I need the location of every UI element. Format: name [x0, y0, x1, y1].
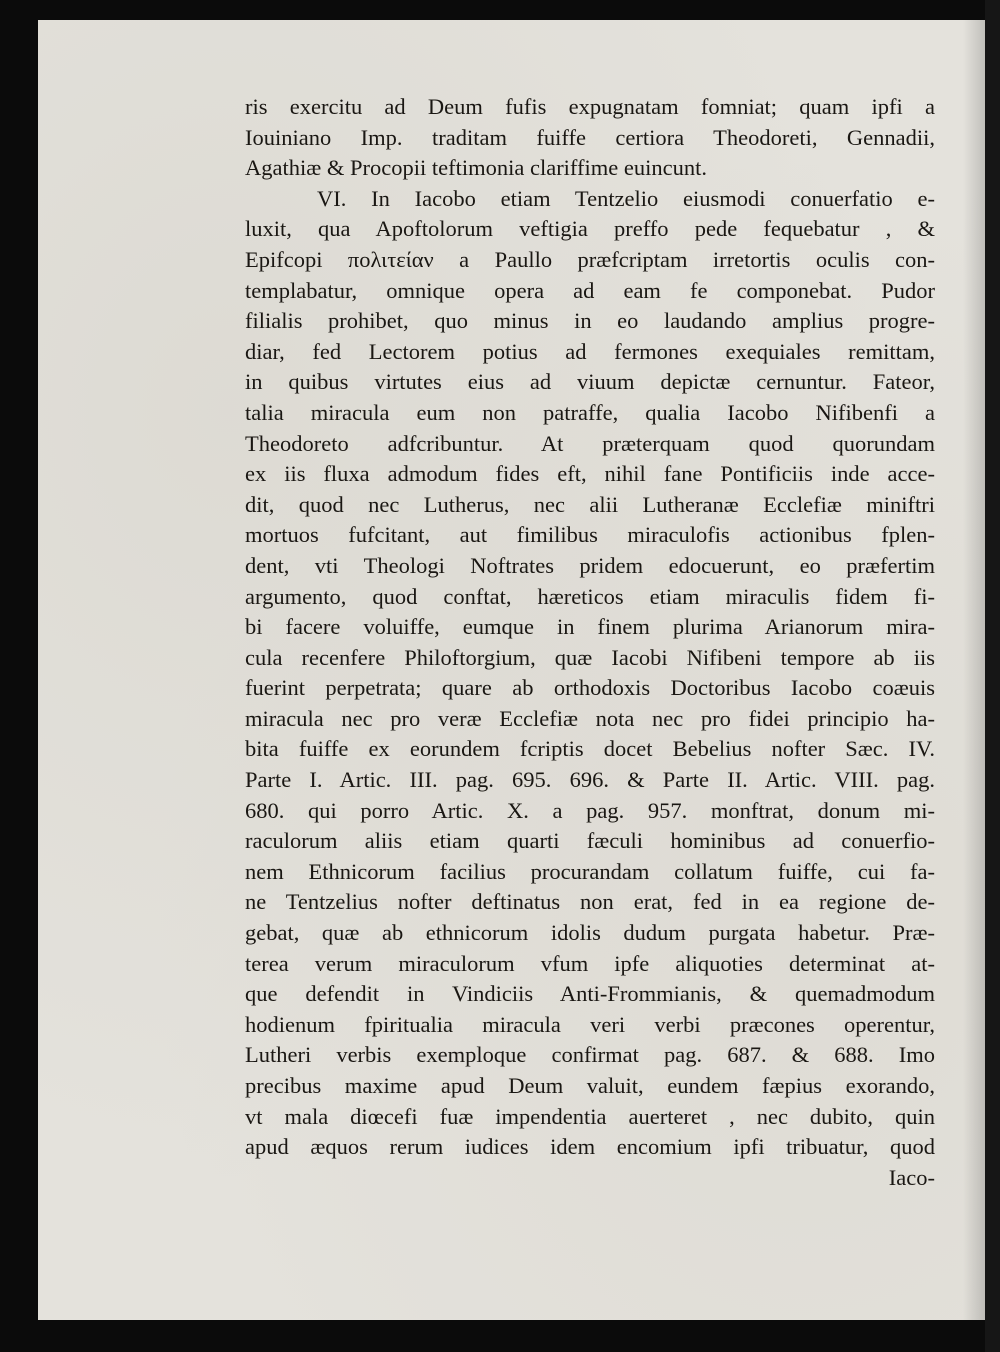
text-line: hodienum fpiritualia miracula veri verbi præcones operentur, — [245, 1011, 935, 1037]
text-line: mortuos fufcitant, aut fimilibus miraculofis actionibus fplen- — [245, 522, 935, 548]
catchword: Iaco- — [888, 1164, 935, 1190]
text-line: templabatur, omnique opera ad eam fe componebat. Pudor — [245, 277, 935, 303]
text-line: filialis prohibet, quo minus in eo laudando amplius progre- — [245, 308, 935, 334]
body-text — [245, 92, 935, 1193]
text-line: vt mala diœcefi fuæ impendentia auerteret , nec dubito, quin — [245, 1103, 935, 1129]
text-line: que defendit in Vindiciis Anti-Frommianis, & quemadmodum — [245, 981, 935, 1007]
text-line: nem Ethnicorum facilius procurandam collatum fuiffe, cui fa- — [245, 858, 935, 884]
text-line: Iouiniano Imp. traditam fuiffe certiora Theodoreti, Gennadii, — [245, 124, 935, 150]
section-heading-line: VI. In Iacobo etiam Tentzelio eiusmodi conuerfatio e- — [317, 185, 935, 211]
text-line: raculorum aliis etiam quarti fæculi hominibus ad conuerfio- — [245, 828, 935, 854]
text-line: ne Tentzelius nofter deftinatus non erat, fed in ea regione de- — [245, 889, 935, 915]
text-line: 680. qui porro Artic. X. a pag. 957. monftrat, donum mi- — [245, 797, 935, 823]
text-line: miracula nec pro veræ Ecclefiæ nota nec pro fidei principio ha- — [245, 705, 935, 731]
text-line: dent, vti Theologi Noftrates pridem edocuerunt, eo præfertim — [245, 552, 935, 578]
text-line: Parte I. Artic. III. pag. 695. 696. & Parte II. Artic. VIII. pag. — [245, 767, 935, 793]
text-line: cula recenfere Philoftorgium, quæ Iacobi Nifibeni tempore ab iis — [245, 644, 935, 670]
text-line: argumento, quod conftat, hæreticos etiam miraculis fidem fi- — [245, 583, 935, 609]
text-line: diar, fed Lectorem potius ad fermones exequiales remittam, — [245, 338, 935, 364]
text-line: apud æquos rerum iudices idem encomium ipfi tribuatur, quod — [245, 1134, 935, 1160]
text-line: terea verum miraculorum vfum ipfe aliquoties determinat at- — [245, 950, 935, 976]
text-line: Theodoreto adfcribuntur. At præterquam quod quorundam — [245, 430, 935, 456]
text-line: Lutheri verbis exemploque confirmat pag. 687. & 688. Imo — [245, 1042, 935, 1068]
text-line: ex iis fluxa admodum fides eft, nihil fane Pontificiis inde acce- — [245, 461, 935, 487]
text-line: ris exercitu ad Deum fufis expugnatam fomniat; quam ipfi a — [245, 94, 935, 119]
scan-edge — [985, 0, 1000, 1352]
text-line: in quibus virtutes eius ad viuum depictæ cernuntur. Fateor, — [245, 369, 935, 395]
text-line: dit, quod nec Lutherus, nec alii Lutheranæ Ecclefiæ miniftri — [245, 491, 935, 517]
text-line: luxit, qua Apoftolorum veftigia preffo pede fequebatur , & — [245, 216, 935, 242]
text-line: gebat, quæ ab ethnicorum idolis dudum purgata habetur. Præ- — [245, 920, 935, 946]
text-line: Agathiæ & Procopii teftimonia clariffime euincunt. — [245, 155, 707, 181]
text-line: bita fuiffe ex eorundem fcriptis docet Bebelius nofter Sæc. IV. — [245, 736, 935, 762]
text-line: precibus maxime apud Deum valuit, eundem fæpius exorando, — [245, 1073, 935, 1098]
text-line: fuerint perpetrata; quare ab orthodoxis Doctoribus Iacobo coæuis — [245, 675, 935, 701]
text-line: talia miracula eum non patraffe, qualia Iacobo Nifibenfi a — [245, 399, 935, 425]
text-line: bi facere voluiffe, eumque in finem plurima Arianorum mira- — [245, 614, 935, 640]
text-line: Epifcopi πολιτείαν a Paullo præfcriptam irretortis oculis con- — [245, 246, 935, 272]
